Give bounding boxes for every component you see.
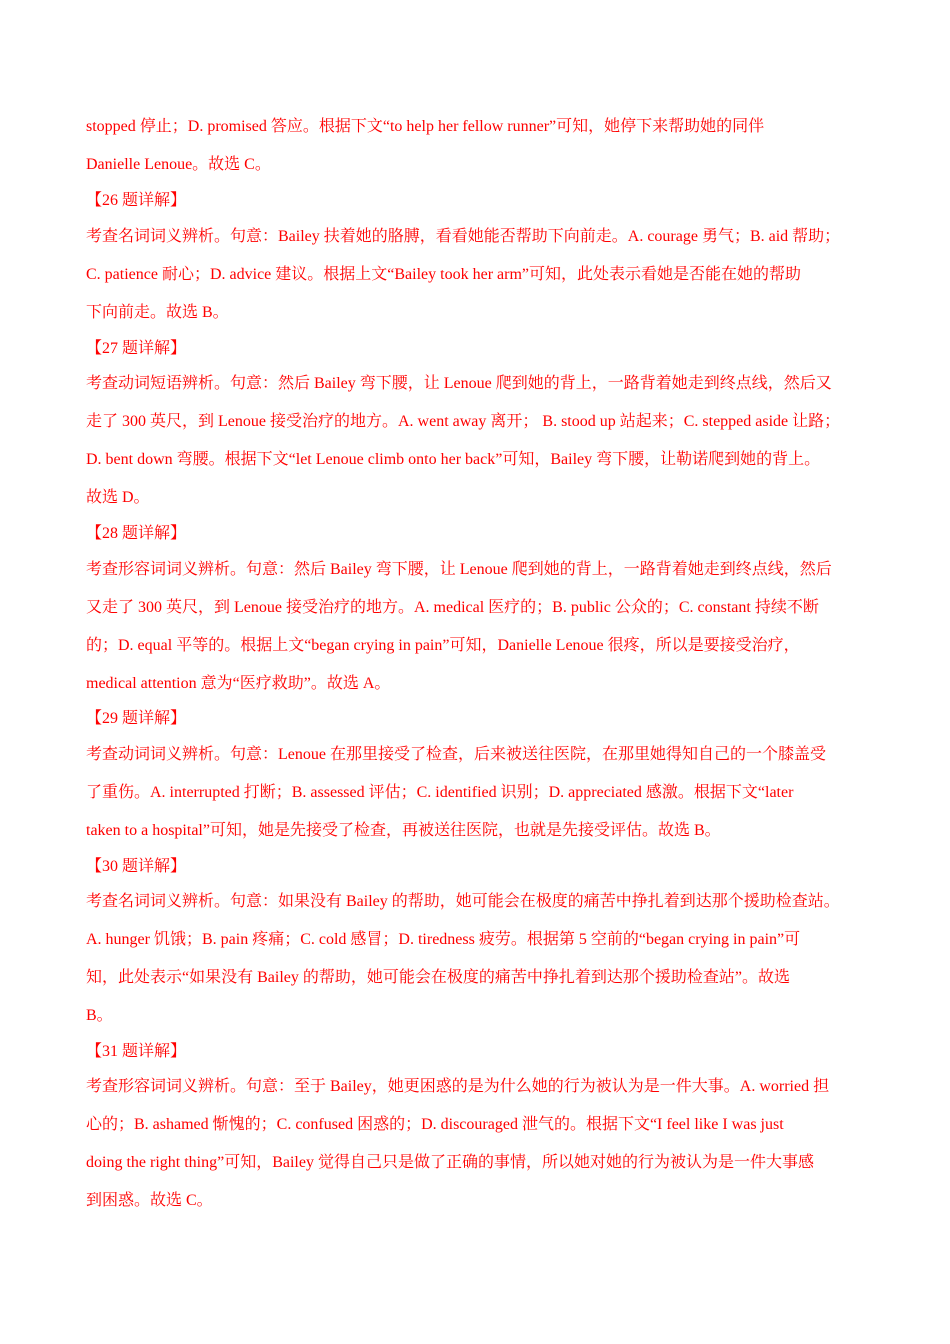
section-heading-27: 【27 题详解】 [86, 340, 187, 357]
text-line: 的；D. equal 平等的。根据上文“began crying in pain”可知，Danielle Lenoue 很疼，所以是要接受治疗， [86, 637, 800, 654]
section-heading-31: 【31 题详解】 [86, 1043, 187, 1060]
text-line: 考查动词词义辨析。句意：Lenoue 在那里接受了检查，后来被送往医院，在那里她得知自己的一个膝盖受 [86, 746, 826, 763]
text-line: doing the right thing”可知，Bailey 觉得自己只是做了正确的事情，所以她对她的行为被认为是一件大事感 [86, 1154, 814, 1171]
text-line: 考查形容词词义辨析。句意：然后 Bailey 弯下腰，让 Lenoue 爬到她的背上，一路背着她走到终点线，然后 [86, 561, 832, 578]
text-line: 考查名词词义辨析。句意：Bailey 扶着她的胳膊，看看她能否帮助下向前走。A. courage 勇气；B. aid 帮助； [86, 228, 841, 245]
text-line: 考查动词短语辨析。句意：然后 Bailey 弯下腰，让 Lenoue 爬到她的背上，一路背着她走到终点线，然后又 [86, 375, 832, 392]
section-heading-26: 【26 题详解】 [86, 192, 187, 209]
section-heading-28: 【28 题详解】 [86, 525, 187, 542]
text-line: medical attention 意为“医疗救助”。故选 A。 [86, 675, 391, 692]
text-line: 到困惑。故选 C。 [86, 1192, 213, 1209]
text-line: 下向前走。故选 B。 [86, 304, 229, 321]
text-line: A. hunger 饥饿；B. pain 疼痛；C. cold 感冒；D. tiredness 疲劳。根据第 5 空前的“began crying in pain”可 [86, 931, 801, 948]
text-line: 又走了 300 英尺，到 Lenoue 接受治疗的地方。A. medical 医疗的；B. public 公众的；C. constant 持续不断 [86, 599, 819, 616]
text-line: D. bent down 弯腰。根据下文“let Lenoue climb onto her back”可知，Bailey 弯下腰，让勒诺爬到她的背上。 [86, 451, 821, 468]
text-line: 考查名词词义辨析。句意：如果没有 Bailey 的帮助，她可能会在极度的痛苦中挣扎着到达那个援助检查站。 [86, 893, 840, 910]
text-line: B。 [86, 1007, 113, 1024]
text-line: 心的；B. ashamed 惭愧的；C. confused 困惑的；D. discouraged 泄气的。根据下文“I feel like I was just [86, 1116, 784, 1133]
section-heading-29: 【29 题详解】 [86, 710, 187, 727]
text-line: Danielle Lenoue。故选 C。 [86, 156, 271, 173]
section-heading-30: 【30 题详解】 [86, 858, 187, 875]
text-line: 走了 300 英尺，到 Lenoue 接受治疗的地方。A. went away 离开； B. stood up 站起来；C. stepped aside 让路； [86, 413, 841, 430]
text-line: 考查形容词词义辨析。句意：至于 Bailey，她更困惑的是为什么她的行为被认为是一件大事。A. worried 担 [86, 1078, 830, 1095]
text-line: 知，此处表示“如果没有 Bailey 的帮助，她可能会在极度的痛苦中挣扎着到达那个援助检查站”。故选 [86, 969, 790, 986]
text-line: stopped 停止；D. promised 答应。根据下文“to help her fellow runner”可知，她停下来帮助她的同伴 [86, 118, 765, 135]
text-line: taken to a hospital”可知，她是先接受了检查，再被送往医院，也就是先接受评估。故选 B。 [86, 822, 721, 839]
text-line: C. patience 耐心；D. advice 建议。根据上文“Bailey took her arm”可知，此处表示看她是否能在她的帮助 [86, 266, 801, 283]
text-line: 故选 D。 [86, 489, 150, 506]
text-line: 了重伤。A. interrupted 打断；B. assessed 评估；C. identified 识别；D. appreciated 感激。根据下文“later [86, 784, 794, 801]
